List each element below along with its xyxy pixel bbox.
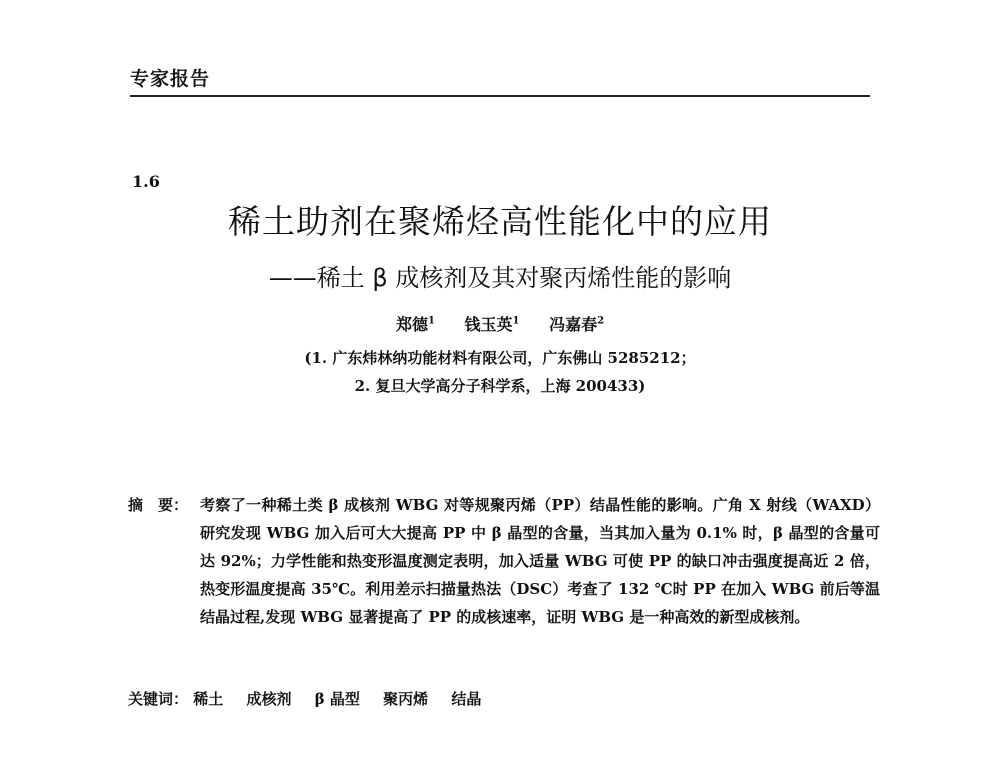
abstract-text: 考察了一种稀土类 β 成核剂 WBG 对等规聚丙烯（PP）结晶性能的影响。广角 X 射线（WAXD）研究发现 WBG 加入后可大大提高 PP 中 β 晶型的含量，当其加入量为 0.1% 时，β 晶型的含量可达 92%；力学性能和热变形温度测定表明，加入适量 WBG 可使 PP 的缺口冲击强度提高近 2 倍，热变形温度提高 35℃。利用差示扫描量热法（DSC）考查了 132 ℃时 PP 在加入 WBG 前后等温结晶过程,发现 WBG 显著提高了 PP 的成核速率，证明 WBG 是一种高效的新型成核剂。 bbox=[200, 496, 880, 626]
author: 郑德$^1$ bbox=[395, 315, 435, 334]
keywords-label: 关键词： bbox=[128, 690, 189, 708]
affiliation-2: 2. 复旦大学高分子科学系，上海 200433) bbox=[354, 377, 646, 395]
keywords bbox=[128, 688, 880, 709]
author-list bbox=[0, 312, 1000, 335]
author: 冯嘉春$^2$ bbox=[549, 315, 605, 334]
paper-subtitle: ——稀土 β 成核剂及其对聚丙烯性能的影响 bbox=[268, 264, 732, 292]
section-header: 专家报告 bbox=[130, 68, 211, 90]
page-header bbox=[130, 64, 870, 97]
keyword: 结晶 bbox=[451, 690, 482, 708]
keyword: 成核剂 bbox=[246, 690, 292, 708]
author: 钱玉英$^1$ bbox=[464, 315, 520, 334]
keyword: 聚丙烯 bbox=[383, 690, 429, 708]
abstract-label: 摘 要： bbox=[128, 496, 189, 514]
paper-title: 稀土助剂在聚烯烃高性能化中的应用 bbox=[228, 202, 772, 241]
keyword: 稀土 bbox=[193, 690, 224, 708]
keyword: β 晶型 bbox=[314, 690, 360, 708]
affiliation-1: (1. 广东炜林纳功能材料有限公司，广东佛山 5285212； bbox=[304, 349, 696, 367]
section-number: 1.6 bbox=[132, 172, 160, 191]
abstract bbox=[128, 491, 880, 631]
